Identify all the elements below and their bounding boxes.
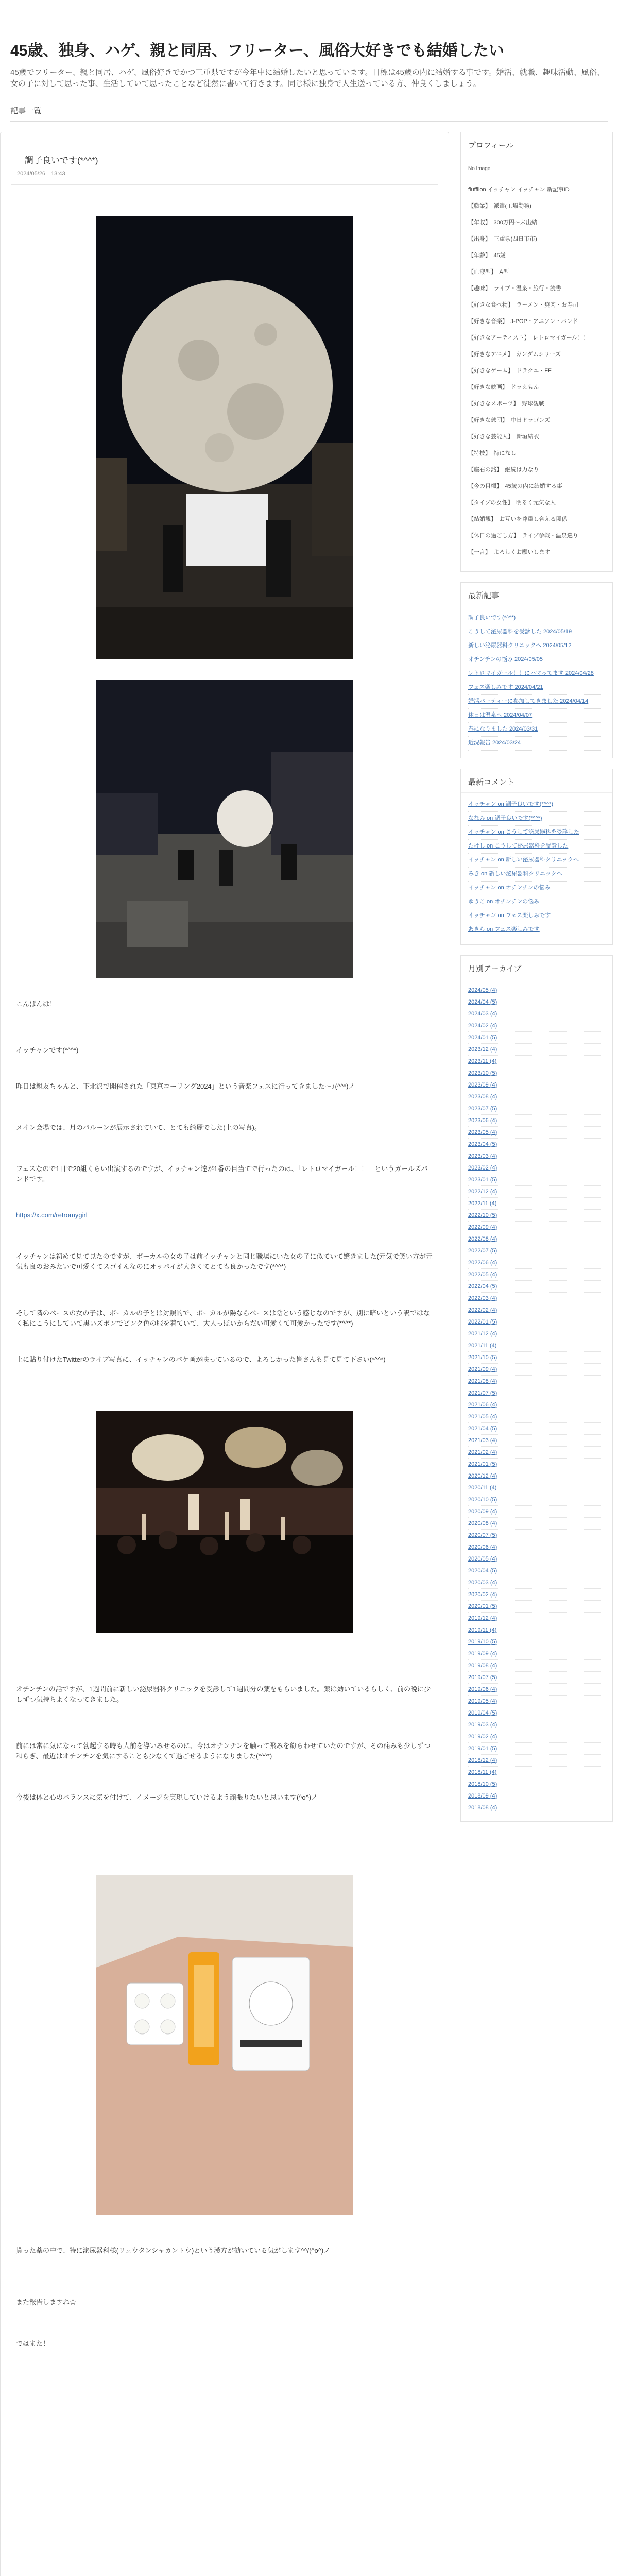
external-link[interactable]: https://x.com/retromygirl [16, 1211, 88, 1219]
post-paragraph: 前には常に気になって勃起する時も人前を導いみせるのに、今はオチンチンを触って飛みを紛らわせていたのですが、その痛みも少しずつ和らぎ、最近はオチンチンを気にすることも少なくて過ごせるようになりました(*^^*) [16, 1742, 431, 1760]
archive-month-link[interactable]: 2023/09 (4) [468, 1079, 605, 1091]
recent-post-link[interactable]: オチンチンの悩み 2024/05/05 [468, 653, 605, 667]
archive-month-link[interactable]: 2018/10 (5) [468, 1778, 605, 1790]
profile-line: 【職業】 派遣(工場勤務) [468, 203, 531, 209]
archive-month-link[interactable]: 2019/10 (5) [468, 1636, 605, 1648]
archive-month-link[interactable]: 2022/06 (4) [468, 1257, 605, 1269]
archive-month-link[interactable]: 2024/03 (4) [468, 1008, 605, 1020]
profile-heading: プロフィール [461, 132, 612, 156]
recent-posts-heading: 最新記事 [461, 583, 612, 606]
archive-month-link[interactable]: 2023/01 (5) [468, 1174, 605, 1186]
post-paragraph: 上に貼り付けたTwitterのライブ写真に、イッチャンのパケ画が映っているので、よろしかった皆さんも見て見て下さい(*^^*) [16, 1355, 386, 1363]
recent-comment-link[interactable]: イッチャン on フェス楽しみです [468, 909, 605, 923]
archive-month-link[interactable]: 2020/12 (4) [468, 1470, 605, 1482]
archive-month-link[interactable]: 2022/11 (4) [468, 1198, 605, 1210]
post-paragraph: 今後は体と心のバランスに気を付けて、イメージを実現していけるよう頑張りたいと思います(^o^)ノ [16, 1793, 318, 1801]
archive-month-link[interactable]: 2024/04 (5) [468, 996, 605, 1008]
recent-post-link[interactable]: 休日は温泉へ 2024/04/07 [468, 709, 605, 723]
archive-month-link[interactable]: 2018/08 (4) [468, 1802, 605, 1814]
archive-month-link[interactable]: 2019/08 (4) [468, 1660, 605, 1672]
profile-line: 【好きなスポーツ】 野球観戦 [468, 401, 545, 407]
archive-month-link[interactable]: 2019/01 (5) [468, 1743, 605, 1755]
archive-month-link[interactable]: 2019/05 (4) [468, 1696, 605, 1707]
archive-month-link[interactable]: 2022/02 (4) [468, 1304, 605, 1316]
profile-line: 【結婚観】 お互いを尊重し合える関係 [468, 516, 568, 522]
archive-month-link[interactable]: 2024/02 (4) [468, 1020, 605, 1032]
profile-line: 【今の目標】 45歳の内に結婚する事 [468, 483, 562, 489]
archive-month-link[interactable]: 2023/08 (4) [468, 1091, 605, 1103]
archive-month-link[interactable]: 2020/07 (5) [468, 1530, 605, 1541]
post-paragraph: イッチャンは初めて見て見たのですが、ボーカルの女の子は前イッチャンと同じ職場にいた女の子に似ていて驚きました(元気で笑い方が元気も良のおみたいで可愛くてスゴイんなのにオッパイが大きくてとても良かったです(*^^*) [16, 1252, 433, 1270]
archive-month-link[interactable]: 2019/11 (4) [468, 1624, 605, 1636]
article-list-link[interactable]: 記事一覧 [10, 107, 42, 115]
archive-month-link[interactable]: 2022/04 (5) [468, 1281, 605, 1293]
nav-bar [10, 105, 608, 122]
archive-month-link[interactable]: 2021/02 (4) [468, 1447, 605, 1459]
recent-comment-link[interactable]: ななみ on 調子良いです(*^^*) [468, 812, 605, 826]
archive-month-link[interactable]: 2021/10 (5) [468, 1352, 605, 1364]
archive-month-link[interactable]: 2021/06 (4) [468, 1399, 605, 1411]
post-date: 2024/05/26 13:43 [17, 171, 65, 177]
archive-month-link[interactable]: 2023/03 (4) [468, 1150, 605, 1162]
archive-month-link[interactable]: 2020/06 (4) [468, 1541, 605, 1553]
profile-line: 【好きな芸能人】 新垣結衣 [468, 434, 539, 440]
archive-month-link[interactable]: 2022/12 (4) [468, 1186, 605, 1198]
main-content [0, 132, 449, 2576]
archive-month-link[interactable]: 2021/01 (5) [468, 1459, 605, 1470]
photo-moon-balloon [96, 216, 353, 659]
archive-month-link[interactable]: 2020/08 (4) [468, 1518, 605, 1530]
recent-comments-widget [460, 769, 613, 945]
archive-month-link[interactable]: 2020/03 (4) [468, 1577, 605, 1589]
profile-line: 【座右の銘】 継続は力なり [468, 467, 539, 473]
archive-month-link[interactable]: 2021/08 (4) [468, 1376, 605, 1387]
archive-month-link[interactable]: 2019/09 (4) [468, 1648, 605, 1660]
profile-line: 【好きな映画】 ドラえもん [468, 384, 539, 391]
archive-month-link[interactable]: 2019/02 (4) [468, 1731, 605, 1743]
archive-month-link[interactable]: 2021/11 (4) [468, 1340, 605, 1352]
post-paragraph: オチンチンの話ですが、1週間前に新しい泌尿器科クリニックを受診して1週間分の薬をもらいました。薬は効いているらしく、前の晩に少しずつ気持ちよくなってきました。 [16, 1685, 431, 1703]
archive-heading: 月別アーカイブ [461, 956, 612, 979]
photo-moon-balloon-image [96, 216, 353, 659]
recent-comment-link[interactable]: たけし on こうして泌尿器科を受診した [468, 840, 605, 854]
profile-line: 【好きなゲーム】 ドラクエ・FF [468, 368, 552, 374]
archive-month-link[interactable]: 2020/01 (5) [468, 1601, 605, 1613]
archive-month-link[interactable]: 2019/12 (4) [468, 1613, 605, 1624]
archive-month-link[interactable]: 2021/09 (4) [468, 1364, 605, 1376]
profile-line: 【年齢】 45歳 [468, 252, 506, 259]
profile-line: 【好きなアニメ】 ガンダムシリーズ [468, 351, 561, 358]
profile-line: 【特技】 特になし [468, 450, 517, 456]
post-paragraph: こんばんは！ [16, 1000, 57, 1008]
archive-month-link[interactable]: 2023/04 (5) [468, 1139, 605, 1150]
profile-line: 【好きな音楽】 J-POP・アニソン・バンド [468, 318, 578, 325]
profile-name: fluffiion イッチャン イッチャン 新記事ID [468, 187, 570, 193]
recent-comments-list [461, 793, 612, 944]
archive-list [461, 979, 612, 1821]
recent-post-link[interactable]: こうして泌尿器科を受診した 2024/05/19 [468, 625, 605, 639]
post-paragraph: 昨日は親友ちゃんと、下北沢で開催された「東京コーリング2024」という音楽フェスに行ってきました～♪(^^*)ノ [16, 1082, 355, 1090]
archive-month-link[interactable]: 2023/06 (4) [468, 1115, 605, 1127]
post-paragraph: そして隣のベースの女の子は、ボーカルの子とは対照的で、ボーカルが陽ならベースは陰という感じなのですが、別に暗いという訳ではなく私にこうにしていて黒いズボンでピンク色の服を着ていて、大人っぽいからだい可愛くて可愛かったです(*^^*) [16, 1309, 430, 1327]
archive-month-link[interactable]: 2023/10 (5) [468, 1067, 605, 1079]
profile-line: 【年収】 300万円〜未出結 [468, 219, 537, 226]
archive-month-link[interactable]: 2022/03 (4) [468, 1293, 605, 1304]
recent-post-link[interactable]: 婚活パーティーに参加してきました 2024/04/14 [468, 695, 605, 709]
archive-month-link[interactable]: 2022/07 (5) [468, 1245, 605, 1257]
archive-month-link[interactable]: 2021/03 (4) [468, 1435, 605, 1447]
archive-month-link[interactable]: 2019/06 (4) [468, 1684, 605, 1696]
sidebar [460, 132, 613, 2576]
archive-month-link[interactable]: 2020/04 (5) [468, 1565, 605, 1577]
archive-month-link[interactable]: 2021/07 (5) [468, 1387, 605, 1399]
archive-month-link[interactable]: 2020/11 (4) [468, 1482, 605, 1494]
archive-month-link[interactable]: 2020/02 (4) [468, 1589, 605, 1601]
post-paragraph: フェスなので1日で20組くらい出演するのですが、イッチャン達が1番の目当てで行ったのは、「レトロマイガール！！」というガールズバンドです。 [16, 1165, 428, 1183]
archive-month-link[interactable]: 2021/04 (5) [468, 1423, 605, 1435]
recent-comment-link[interactable]: あきら on フェス楽しみです [468, 923, 605, 937]
photo-live-stage [96, 1411, 353, 1633]
recent-posts-widget [460, 582, 613, 758]
archive-month-link[interactable]: 2019/03 (4) [468, 1719, 605, 1731]
archive-month-link[interactable]: 2018/11 (4) [468, 1767, 605, 1778]
recent-comment-link[interactable]: イッチャン on こうして泌尿器科を受診した [468, 826, 605, 840]
recent-comment-link[interactable]: イッチャン on オチンチンの悩み [468, 882, 605, 895]
archive-month-link[interactable]: 2023/02 (4) [468, 1162, 605, 1174]
photo-street-balloon-image [96, 680, 353, 978]
archive-month-link[interactable]: 2020/05 (4) [468, 1553, 605, 1565]
post-paragraph: メイン会場では、月のバルーンが展示されていて、とても綺麗でした(上の写真)。 [16, 1124, 261, 1131]
archive-month-link[interactable]: 2020/10 (5) [468, 1494, 605, 1506]
archive-month-link[interactable]: 2021/05 (4) [468, 1411, 605, 1423]
post-title[interactable]: 「調子良いです(*^^*) [16, 156, 98, 165]
archive-month-link[interactable]: 2023/12 (4) [468, 1044, 605, 1056]
post-paragraph: また報告しますね☆ [16, 2298, 77, 2306]
profile-line: 【出身】 三重県(四日市市) [468, 236, 537, 242]
site-title[interactable]: 45歳、独身、ハゲ、親と同居、フリーター、風俗大好きでも結婚したい [10, 42, 504, 59]
photo-street-balloon [96, 680, 353, 978]
archive-widget [460, 955, 613, 1822]
profile-line: 【好きなアーティスト】 レトロマイガール！！ [468, 335, 589, 341]
recent-posts-list [461, 606, 612, 758]
site-description: 45歳でフリーター、親と同居、ハゲ、風俗好きでかつ三重県ですが今年中に結婚したいと思っています。目標は45歳の内に結婚する事です。婚活、就職、趣味活動、風俗、女の子に対して思った事、生活していて思ったことなど徒然に書いて行きます。同じ様に独身で人生送っている方、仲良くしましょう。 [10, 68, 605, 88]
archive-month-link[interactable]: 2023/07 (5) [468, 1103, 605, 1115]
profile-widget [460, 132, 613, 572]
divider [11, 184, 438, 185]
profile-line: 【休日の過ごし方】 ライブ参戦・温泉巡り [468, 533, 578, 539]
archive-month-link[interactable]: 2018/09 (4) [468, 1790, 605, 1802]
archive-month-link[interactable]: 2018/12 (4) [468, 1755, 605, 1767]
avatar: No Image [468, 166, 491, 172]
archive-month-link[interactable]: 2021/12 (4) [468, 1328, 605, 1340]
archive-month-link[interactable]: 2022/09 (4) [468, 1222, 605, 1233]
profile-line: 【好きな食べ物】 ラーメン・焼肉・お寿司 [468, 302, 578, 308]
archive-month-link[interactable]: 2022/10 (5) [468, 1210, 605, 1222]
post-paragraph: 貰った薬の中で、特に泌尿器科様(リュウタンシャカントウ)という漢方が効いている気がします^^/(^o^)ノ [16, 2247, 331, 2255]
recent-comment-link[interactable]: イッチャン on 調子良いです(*^^*) [468, 798, 605, 812]
recent-post-link[interactable]: 調子良いです(*^^*) [468, 612, 605, 625]
photo-medicine [96, 1875, 353, 2215]
archive-month-link[interactable]: 2022/05 (4) [468, 1269, 605, 1281]
archive-month-link[interactable]: 2022/08 (4) [468, 1233, 605, 1245]
archive-month-link[interactable]: 2023/05 (4) [468, 1127, 605, 1139]
recent-post-link[interactable]: 春になりました 2024/03/31 [468, 723, 605, 737]
recent-comment-link[interactable]: みき on 新しい泌尿器科クリニックへ [468, 868, 605, 882]
archive-month-link[interactable]: 2022/01 (5) [468, 1316, 605, 1328]
profile-line: 【タイプの女性】 明るく元気な人 [468, 500, 556, 506]
recent-post-link[interactable]: フェス楽しみです 2024/04/21 [468, 681, 605, 695]
archive-month-link[interactable]: 2019/04 (5) [468, 1707, 605, 1719]
archive-month-link[interactable]: 2024/01 (5) [468, 1032, 605, 1044]
recent-comments-heading: 最新コメント [461, 769, 612, 793]
recent-post-link[interactable]: レトロマイガール！！にハマってます 2024/04/28 [468, 667, 605, 681]
profile-line: 【一言】 よろしくお願いします [468, 549, 551, 555]
recent-post-link[interactable]: 近況報告 2024/03/24 [468, 737, 605, 751]
recent-post-link[interactable]: 新しい泌尿器科クリニックへ 2024/05/12 [468, 639, 605, 653]
profile-line: 【好きな球団】 中日ドラゴンズ [468, 417, 551, 423]
post-paragraph: ではまた！ [16, 2340, 50, 2347]
profile-line: 【血液型】 A型 [468, 269, 509, 275]
profile-lines [468, 201, 605, 557]
photo-medicine-image [96, 1875, 353, 2215]
recent-comment-link[interactable]: ゆうこ on オチンチンの悩み [468, 895, 605, 909]
photo-live-stage-image [96, 1411, 353, 1633]
recent-comment-link[interactable]: イッチャン on 新しい泌尿器科クリニックへ [468, 854, 605, 868]
archive-month-link[interactable]: 2019/07 (5) [468, 1672, 605, 1684]
archive-month-link[interactable]: 2024/05 (4) [468, 985, 605, 996]
post-paragraph [1, 1210, 449, 1221]
post-paragraph: イッチャンです(*^^*) [16, 1046, 79, 1054]
archive-month-link[interactable]: 2023/11 (4) [468, 1056, 605, 1067]
archive-month-link[interactable]: 2020/09 (4) [468, 1506, 605, 1518]
profile-line: 【趣味】 ライブ・温泉・旅行・読書 [468, 285, 561, 292]
